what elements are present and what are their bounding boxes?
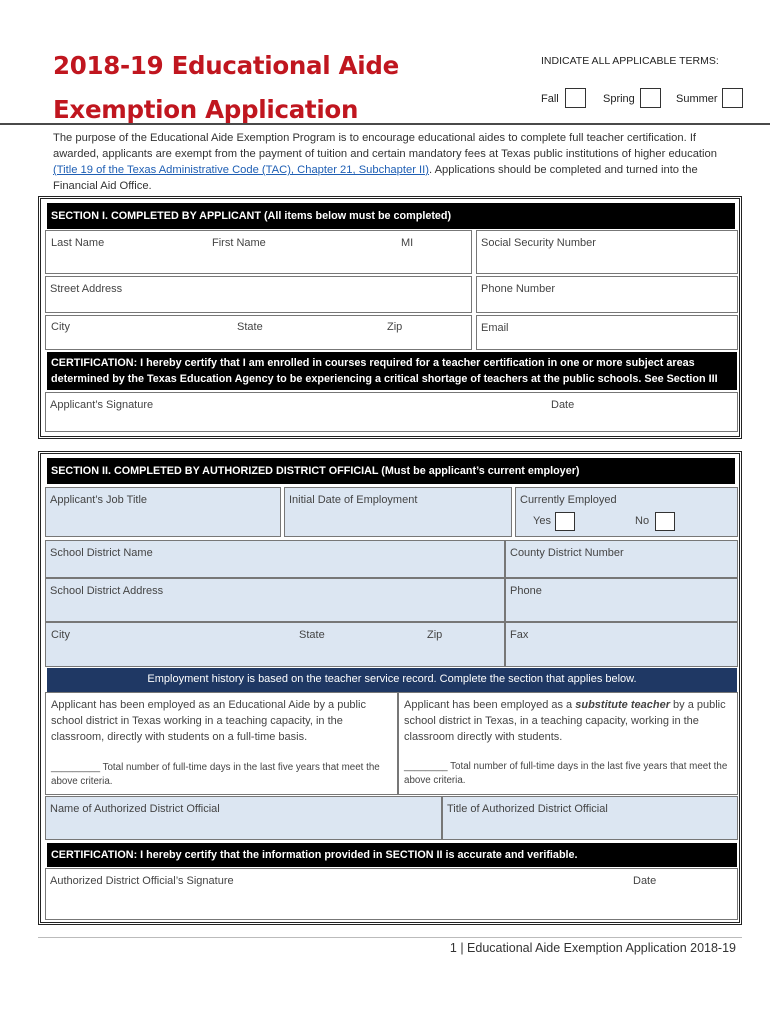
school-district-name-field[interactable] — [45, 540, 505, 578]
term-summer-checkbox[interactable] — [722, 88, 743, 108]
county-district-number-field[interactable] — [505, 540, 738, 578]
street-address-field[interactable] — [45, 276, 472, 313]
official-title-label: Title of Authorized District Official — [447, 803, 608, 815]
official-date-label: Date — [633, 875, 657, 887]
official-signature-label: Authorized District Official’s Signature — [50, 875, 234, 887]
last-name-label: Last Name — [51, 237, 105, 249]
employed-yes-checkbox[interactable] — [555, 512, 575, 531]
employed-no-label: No — [635, 515, 650, 527]
street-address-label: Street Address — [50, 283, 123, 295]
footer-divider — [38, 937, 742, 938]
purpose-text-end: . Applications should be completed and turned into the Financial Aid Office. — [53, 164, 698, 192]
purpose-paragraph — [53, 130, 743, 194]
substitute-text-start: Applicant has been employed as a — [404, 699, 576, 711]
ssn-field[interactable] — [476, 230, 738, 274]
currently-employed-field — [515, 487, 738, 537]
page-title: 2018-19 Educational Aide Exemption Application — [53, 51, 399, 124]
employed-no-checkbox[interactable] — [655, 512, 675, 531]
district-fax-field[interactable] — [505, 622, 738, 667]
term-spring-label: Spring — [603, 93, 635, 105]
applicant-signature-field[interactable] — [45, 392, 738, 432]
substitute-text-end: by a public school district in Texas, in a teaching capacity, working in the classroom directly with students. — [404, 699, 726, 743]
job-title-field[interactable] — [45, 487, 281, 537]
section-2 — [38, 451, 742, 925]
term-summer-label: Summer — [676, 93, 718, 105]
currently-employed-label: Currently Employed — [520, 494, 617, 506]
applicant-signature-label: Applicant’s Signature — [50, 399, 154, 411]
applicant-date-label: Date — [551, 399, 575, 411]
district-phone-field[interactable] — [505, 578, 738, 622]
aide-employment-text: Applicant has been employed as an Educational Aide by a public school district in Texas working in a teaching capacity, in the classroom, directly with students on a full-time basis. — [51, 699, 366, 743]
substitute-days-field[interactable]: ________ Total number of full-time days in the last five years that meet the above criteria. — [404, 761, 728, 786]
city-label: City — [51, 321, 70, 333]
purpose-text: The purpose of the Educational Aide Exemption Program is to encourage educational aides to complete full teacher certification. If awarded, applicants are exempt from the payment of tuition and certain mandatory fees at Texas public institutions of higher education — [53, 132, 717, 160]
district-city-label: City — [51, 629, 70, 641]
employed-yes-label: Yes — [533, 515, 551, 527]
term-fall-label: Fall — [541, 93, 559, 105]
state-label: State — [237, 321, 263, 333]
initial-date-label: Initial Date of Employment — [289, 494, 418, 506]
tac-link[interactable]: (Title 19 of the Texas Administrative Code (TAC), Chapter 21, Subchapter II) — [53, 164, 429, 176]
email-label: Email — [481, 322, 509, 334]
zip-label: Zip — [387, 321, 403, 333]
county-district-number-label: County District Number — [510, 547, 624, 559]
initial-date-field[interactable] — [284, 487, 512, 537]
official-name-field[interactable] — [45, 796, 442, 840]
school-district-address-field[interactable] — [45, 578, 505, 622]
official-name-label: Name of Authorized District Official — [50, 803, 220, 815]
school-district-address-label: School District Address — [50, 585, 164, 597]
first-name-label: First Name — [212, 237, 266, 249]
mi-label: MI — [401, 237, 414, 249]
section-1-heading: SECTION I. COMPLETED BY APPLICANT (All items below must be completed) — [47, 203, 735, 229]
phone-number-label: Phone Number — [481, 283, 555, 295]
district-fax-label: Fax — [510, 629, 529, 641]
phone-number-field[interactable] — [476, 276, 738, 313]
substitute-employment-text — [404, 697, 734, 745]
term-spring-checkbox[interactable] — [640, 88, 661, 108]
aide-days-field[interactable]: _________ Total number of full-time days in the last five years that meet the above criteria. — [51, 762, 380, 787]
district-zip-label: Zip — [427, 629, 443, 641]
district-state-label: State — [299, 629, 325, 641]
district-phone-label: Phone — [510, 585, 542, 597]
section-1 — [38, 196, 742, 439]
section-2-certification: CERTIFICATION: I hereby certify that the information provided in SECTION II is accurate and verifiable. — [47, 843, 737, 867]
email-field[interactable] — [476, 315, 738, 350]
official-title-field[interactable] — [442, 796, 738, 840]
section-1-certification: CERTIFICATION: I hereby certify that I am enrolled in courses required for a teacher certification in one or more subject areas determined by the Texas Education Agency to be experiencing a critical shortage of teachers at the public schools. See Section III — [47, 352, 737, 390]
term-fall-checkbox[interactable] — [565, 88, 586, 108]
page-footer: 1 | Educational Aide Exemption Application 2018-19 — [449, 941, 736, 955]
job-title-label: Applicant’s Job Title — [50, 494, 148, 506]
substitute-teacher-emphasis: substitute teacher — [575, 699, 670, 711]
terms-label: INDICATE ALL APPLICABLE TERMS: — [541, 55, 719, 67]
employment-history-bar: Employment history is based on the teacher service record. Complete the section that applies below. — [47, 668, 737, 692]
school-district-name-label: School District Name — [50, 547, 153, 559]
ssn-label: Social Security Number — [481, 237, 596, 249]
section-2-heading: SECTION II. COMPLETED BY AUTHORIZED DISTRICT OFFICIAL (Must be applicant’s current employer) — [47, 458, 735, 484]
header-divider — [0, 123, 770, 125]
